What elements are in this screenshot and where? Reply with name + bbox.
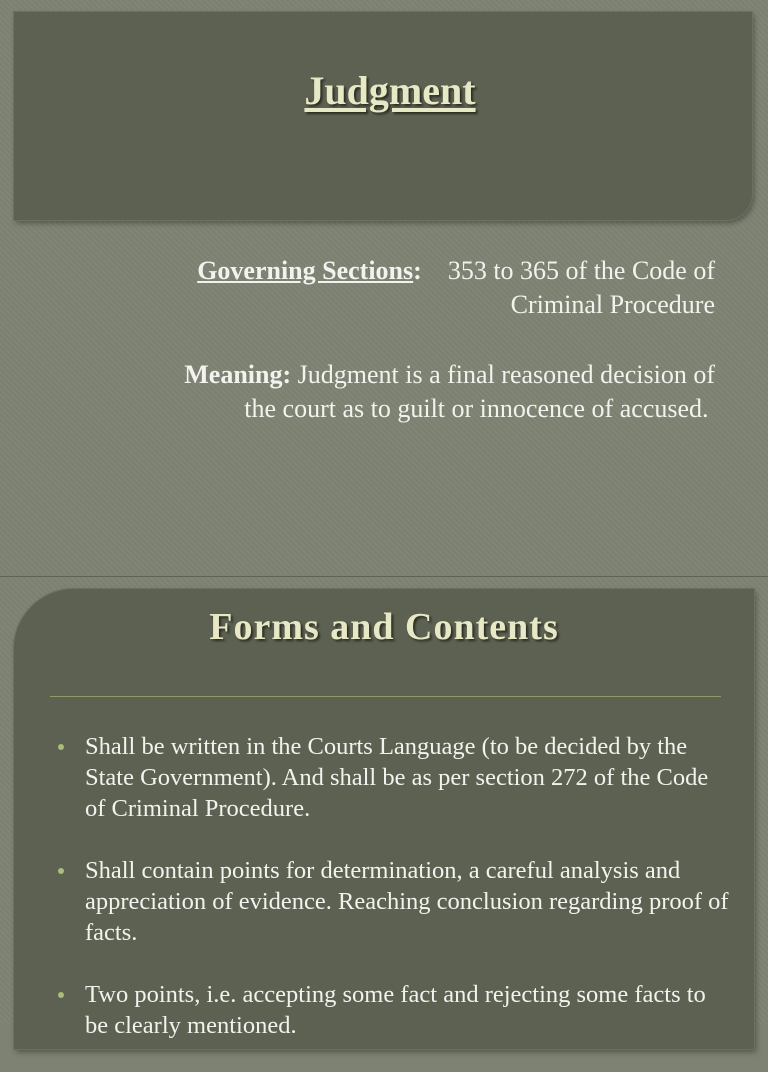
bullet-text: Shall contain points for determination, a careful analysis and appreciation of evidence. Reaching conclusion regarding proof of facts. xyxy=(85,857,729,946)
list-item xyxy=(54,979,734,1041)
meaning-label: Meaning: xyxy=(184,360,292,389)
slide-forms-and-contents xyxy=(0,576,768,1039)
governing-colon: : xyxy=(413,256,422,285)
bullet-text: Two points, i.e. accepting some fact and rejecting some facts to be clearly mentioned. xyxy=(85,981,706,1039)
meaning-text-2: the court as to guilt or innocence of accused. xyxy=(244,394,709,423)
list-item xyxy=(54,731,734,824)
bullet-icon xyxy=(58,992,64,998)
list-item xyxy=(54,855,734,948)
title-divider xyxy=(50,696,721,697)
bullet-icon xyxy=(58,868,64,874)
title-panel xyxy=(14,12,752,220)
bullet-text: Shall be written in the Courts Language (to be decided by the State Government). And shall be as per section 272 of the Code of Criminal Procedure. xyxy=(85,733,709,822)
governing-sections-text-1: 353 to 365 of the Code of xyxy=(447,256,715,285)
bullet-icon xyxy=(58,744,64,750)
content-panel xyxy=(14,589,754,1049)
governing-sections-paragraph xyxy=(60,254,715,322)
slide-title: Forms and Contents xyxy=(209,606,559,648)
slide-title: Judgment xyxy=(304,68,476,113)
bullet-list xyxy=(54,731,734,1072)
meaning-text-1: Judgment is a final reasoned decision of xyxy=(297,360,715,389)
meaning-paragraph xyxy=(40,358,715,426)
governing-sections-text-2: Criminal Procedure xyxy=(510,290,715,319)
governing-sections-label: Governing Sections xyxy=(197,256,414,285)
